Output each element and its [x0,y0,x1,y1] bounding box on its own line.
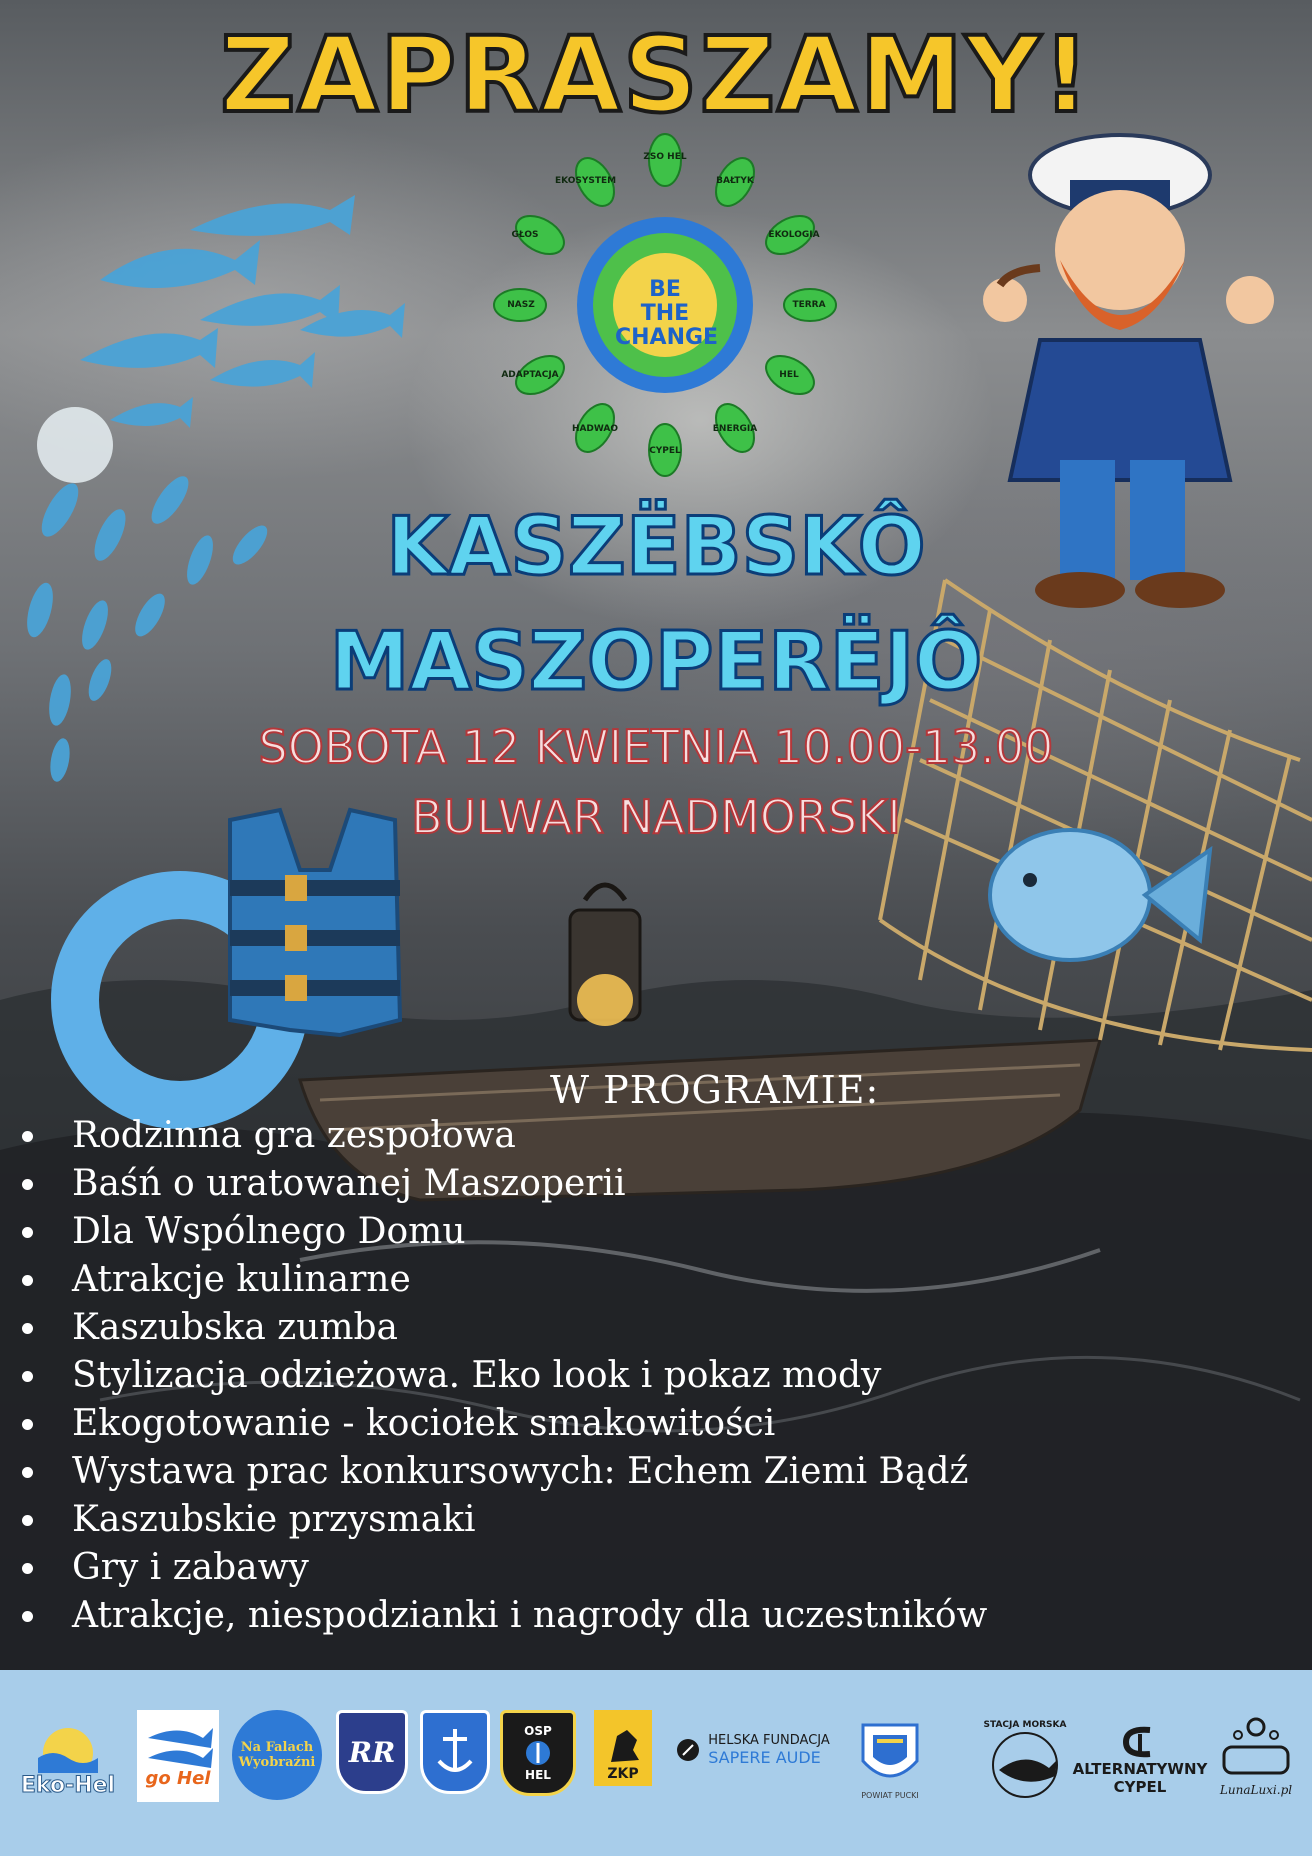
list-item [20,1400,987,1448]
logo-text: ZKP [607,1766,639,1782]
petal-label: BAŁTYK [716,176,754,186]
logo-alternatywny-cypel [1070,1710,1210,1810]
list-item [20,1160,987,1208]
event-location: BULWAR NADMORSKI [411,790,901,844]
logo-text: LunaLuxi.pl [1219,1783,1293,1797]
logo-text: Eko-Hel [20,1772,116,1798]
list-item [20,1112,987,1160]
list-item [20,1448,987,1496]
logo-powiat-pucki [850,1710,930,1810]
petal-label: EKOSYSTEM [555,176,617,186]
logo-text: STACJA MORSKA [983,1720,1067,1730]
logo-text: ALTERNATYWNY [1072,1760,1208,1778]
emblem-line: THE [640,301,690,326]
bathtub-icon [1216,1713,1296,1783]
logo-sapere-aude [668,1710,838,1790]
program-item-text: Atrakcje, niespodzianki i nagrody dla uczestników [72,1595,988,1636]
list-item [20,1256,987,1304]
bullet-icon [22,1131,33,1142]
logo-text: OSP [524,1724,552,1738]
logo-text: HELSKA FUNDACJA [708,1733,830,1748]
list-item [20,1496,987,1544]
bullet-icon [22,1467,33,1478]
logo-text: HEL [525,1768,551,1782]
coat-of-arms-icon [857,1721,923,1791]
event-name-line1: KASZËBSKÔ [386,500,926,593]
logo-na-falach [232,1710,322,1800]
bullet-icon [22,1179,33,1190]
emblem-center-text [615,277,719,350]
logo-text: Na Falach Wyobraźni [238,1740,316,1770]
griffin-icon [603,1726,643,1766]
logo-text: POWIAT PUCKI [861,1790,919,1800]
petal-label: EKOLOGIA [768,230,820,240]
list-item [20,1352,987,1400]
logo-zkp [594,1710,652,1786]
petal-label: ZSO HEL [643,152,687,162]
bullet-icon [22,1515,33,1526]
petal-label: NASZ [507,300,535,310]
program-list [20,1112,987,1640]
logo-text: SAPERE AUDE [708,1748,821,1767]
eko-hel-wave-icon [33,1723,103,1773]
program-item-text: Kaszubska zumba [72,1307,399,1348]
petal-label: ADAPTACJA [501,370,559,380]
program-item-text: Stylizacja odzieżowa. Eko look i pokaz mody [72,1355,882,1396]
petal-label: ENERGIA [712,424,758,434]
event-date-time: SOBOTA 12 KWIETNIA 10.00-13.00 [258,720,1054,774]
logo-eko-hel [18,1710,118,1810]
program-item-text: Kaszubskie przysmaki [72,1499,476,1540]
program-item-text: Baśń o uratowanej Maszoperii [72,1163,626,1204]
program-item-text: Gry i zabawy [72,1547,309,1588]
logo-text: go Hel [145,1768,211,1789]
program-item-text: Dla Wspólnego Domu [72,1211,466,1252]
cypel-c-icon [1120,1724,1160,1760]
bullet-icon [22,1419,33,1430]
bullet-icon [22,1227,33,1238]
whale-icon [985,1730,1065,1800]
fire-brigade-icon [523,1738,553,1768]
bullet-icon [22,1323,33,1334]
quill-icon [676,1738,700,1762]
petal-label: HEL [779,370,799,380]
list-item [20,1304,987,1352]
event-name-line2: MASZOPERËJÔ [329,615,983,708]
logo-rr [336,1710,408,1794]
emblem-line: CHANGE [615,325,719,350]
logo-text: CYPEL [1113,1778,1167,1796]
logo-stacja-morska [975,1710,1075,1810]
logo-osp [500,1710,576,1796]
logo-text: RR [348,1735,396,1769]
bullet-icon [22,1275,33,1286]
logo-luna-luxi [1210,1700,1302,1810]
petal-label: HADWAO [571,424,619,434]
petal-label: TERRA [792,300,826,310]
program-item-text: Atrakcje kulinarne [72,1259,411,1300]
program-item-text: Rodzinna gra zespołowa [72,1115,516,1156]
list-item [20,1208,987,1256]
bullet-icon [22,1563,33,1574]
petal-label: GŁOS [511,230,539,240]
bullet-icon [22,1371,33,1382]
list-item [20,1544,987,1592]
fish-logo-icon [143,1723,213,1768]
program-item-text: Wystawa prac konkursowych: Echem Ziemi Bądź [72,1451,969,1492]
logo-anchor-shield [420,1710,490,1794]
logo-go-hel [137,1710,219,1802]
list-item [20,1592,987,1640]
anchor-icon [433,1725,477,1779]
emblem-line: BE [649,277,681,302]
petal-label: CYPEL [649,446,681,456]
program-item-text: Ekogotowanie - kociołek smakowitości [72,1403,776,1444]
bullet-icon [22,1611,33,1622]
headline: ZAPRASZAMY! [220,14,1092,136]
program-heading: W PROGRAMIE: [550,1068,880,1112]
